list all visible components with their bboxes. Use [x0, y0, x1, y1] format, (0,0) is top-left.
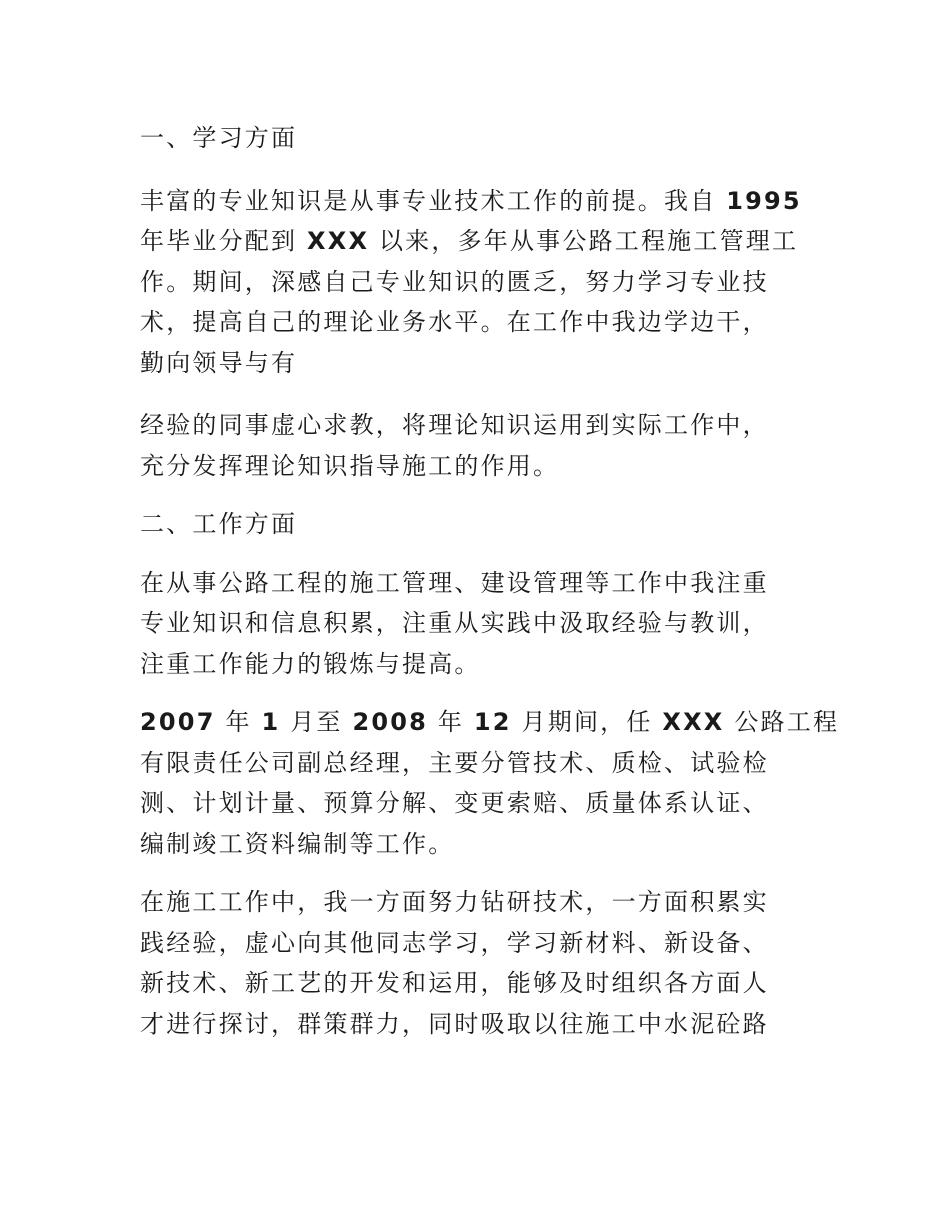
text-line: 才进行探讨，群策群力，同时吸取以往施工中水泥砼路 [140, 1009, 769, 1038]
text-line: 年毕业分配到 XXX 以来，多年从事公路工程施工管理工 [140, 227, 799, 255]
text-line: 术，提高自己的理论业务水平。在工作中我边学边干， [140, 308, 769, 336]
section-2-paragraph-3 [140, 882, 812, 1044]
text-line: 注重工作能力的锻炼与提高。 [140, 649, 481, 678]
text-line: 编制竣工资料编制等工作。 [140, 829, 455, 858]
section-1-paragraph-2 [140, 405, 812, 486]
text-line: 新技术、新工艺的开发和运用，能够及时组织各方面人 [140, 969, 769, 997]
text-line: 2007 年 1 月至 2008 年 12 月期间，任 XXX 公路工程 [140, 708, 840, 736]
section-1-paragraph-1 [140, 181, 812, 384]
document-page [140, 118, 840, 1062]
text-line: 作。期间，深感自己专业知识的匮乏，努力学习专业技 [140, 267, 769, 296]
section-2-heading: 二、工作方面 [140, 510, 298, 538]
text-line: 在从事公路工程的施工管理、建设管理等工作中我注重 [140, 568, 769, 597]
text-line: 经验的同事虚心求教，将理论知识运用到实际工作中， [140, 411, 769, 439]
text-line: 在施工工作中，我一方面努力钻研技术，一方面积累实 [140, 888, 769, 916]
section-1-heading: 一、学习方面 [140, 124, 298, 152]
text-line: 勤向领导与有 [140, 348, 298, 377]
text-line: 专业知识和信息积累，注重从实践中汲取经验与教训， [140, 609, 769, 637]
text-line: 充分发挥理论知识指导施工的作用。 [140, 451, 560, 480]
section-2-paragraph-1 [140, 563, 812, 685]
text-line: 丰富的专业知识是从事专业技术工作的前提。我自 1995 [140, 186, 802, 215]
text-line: 有限责任公司副总经理，主要分管技术、质检、试验检 [140, 748, 769, 777]
text-line: 践经验，虚心向其他同志学习，学习新材料、新设备、 [140, 928, 769, 957]
text-line: 测、计划计量、预算分解、变更索赔、质量体系认证、 [140, 789, 769, 817]
section-2-paragraph-2 [140, 702, 840, 864]
